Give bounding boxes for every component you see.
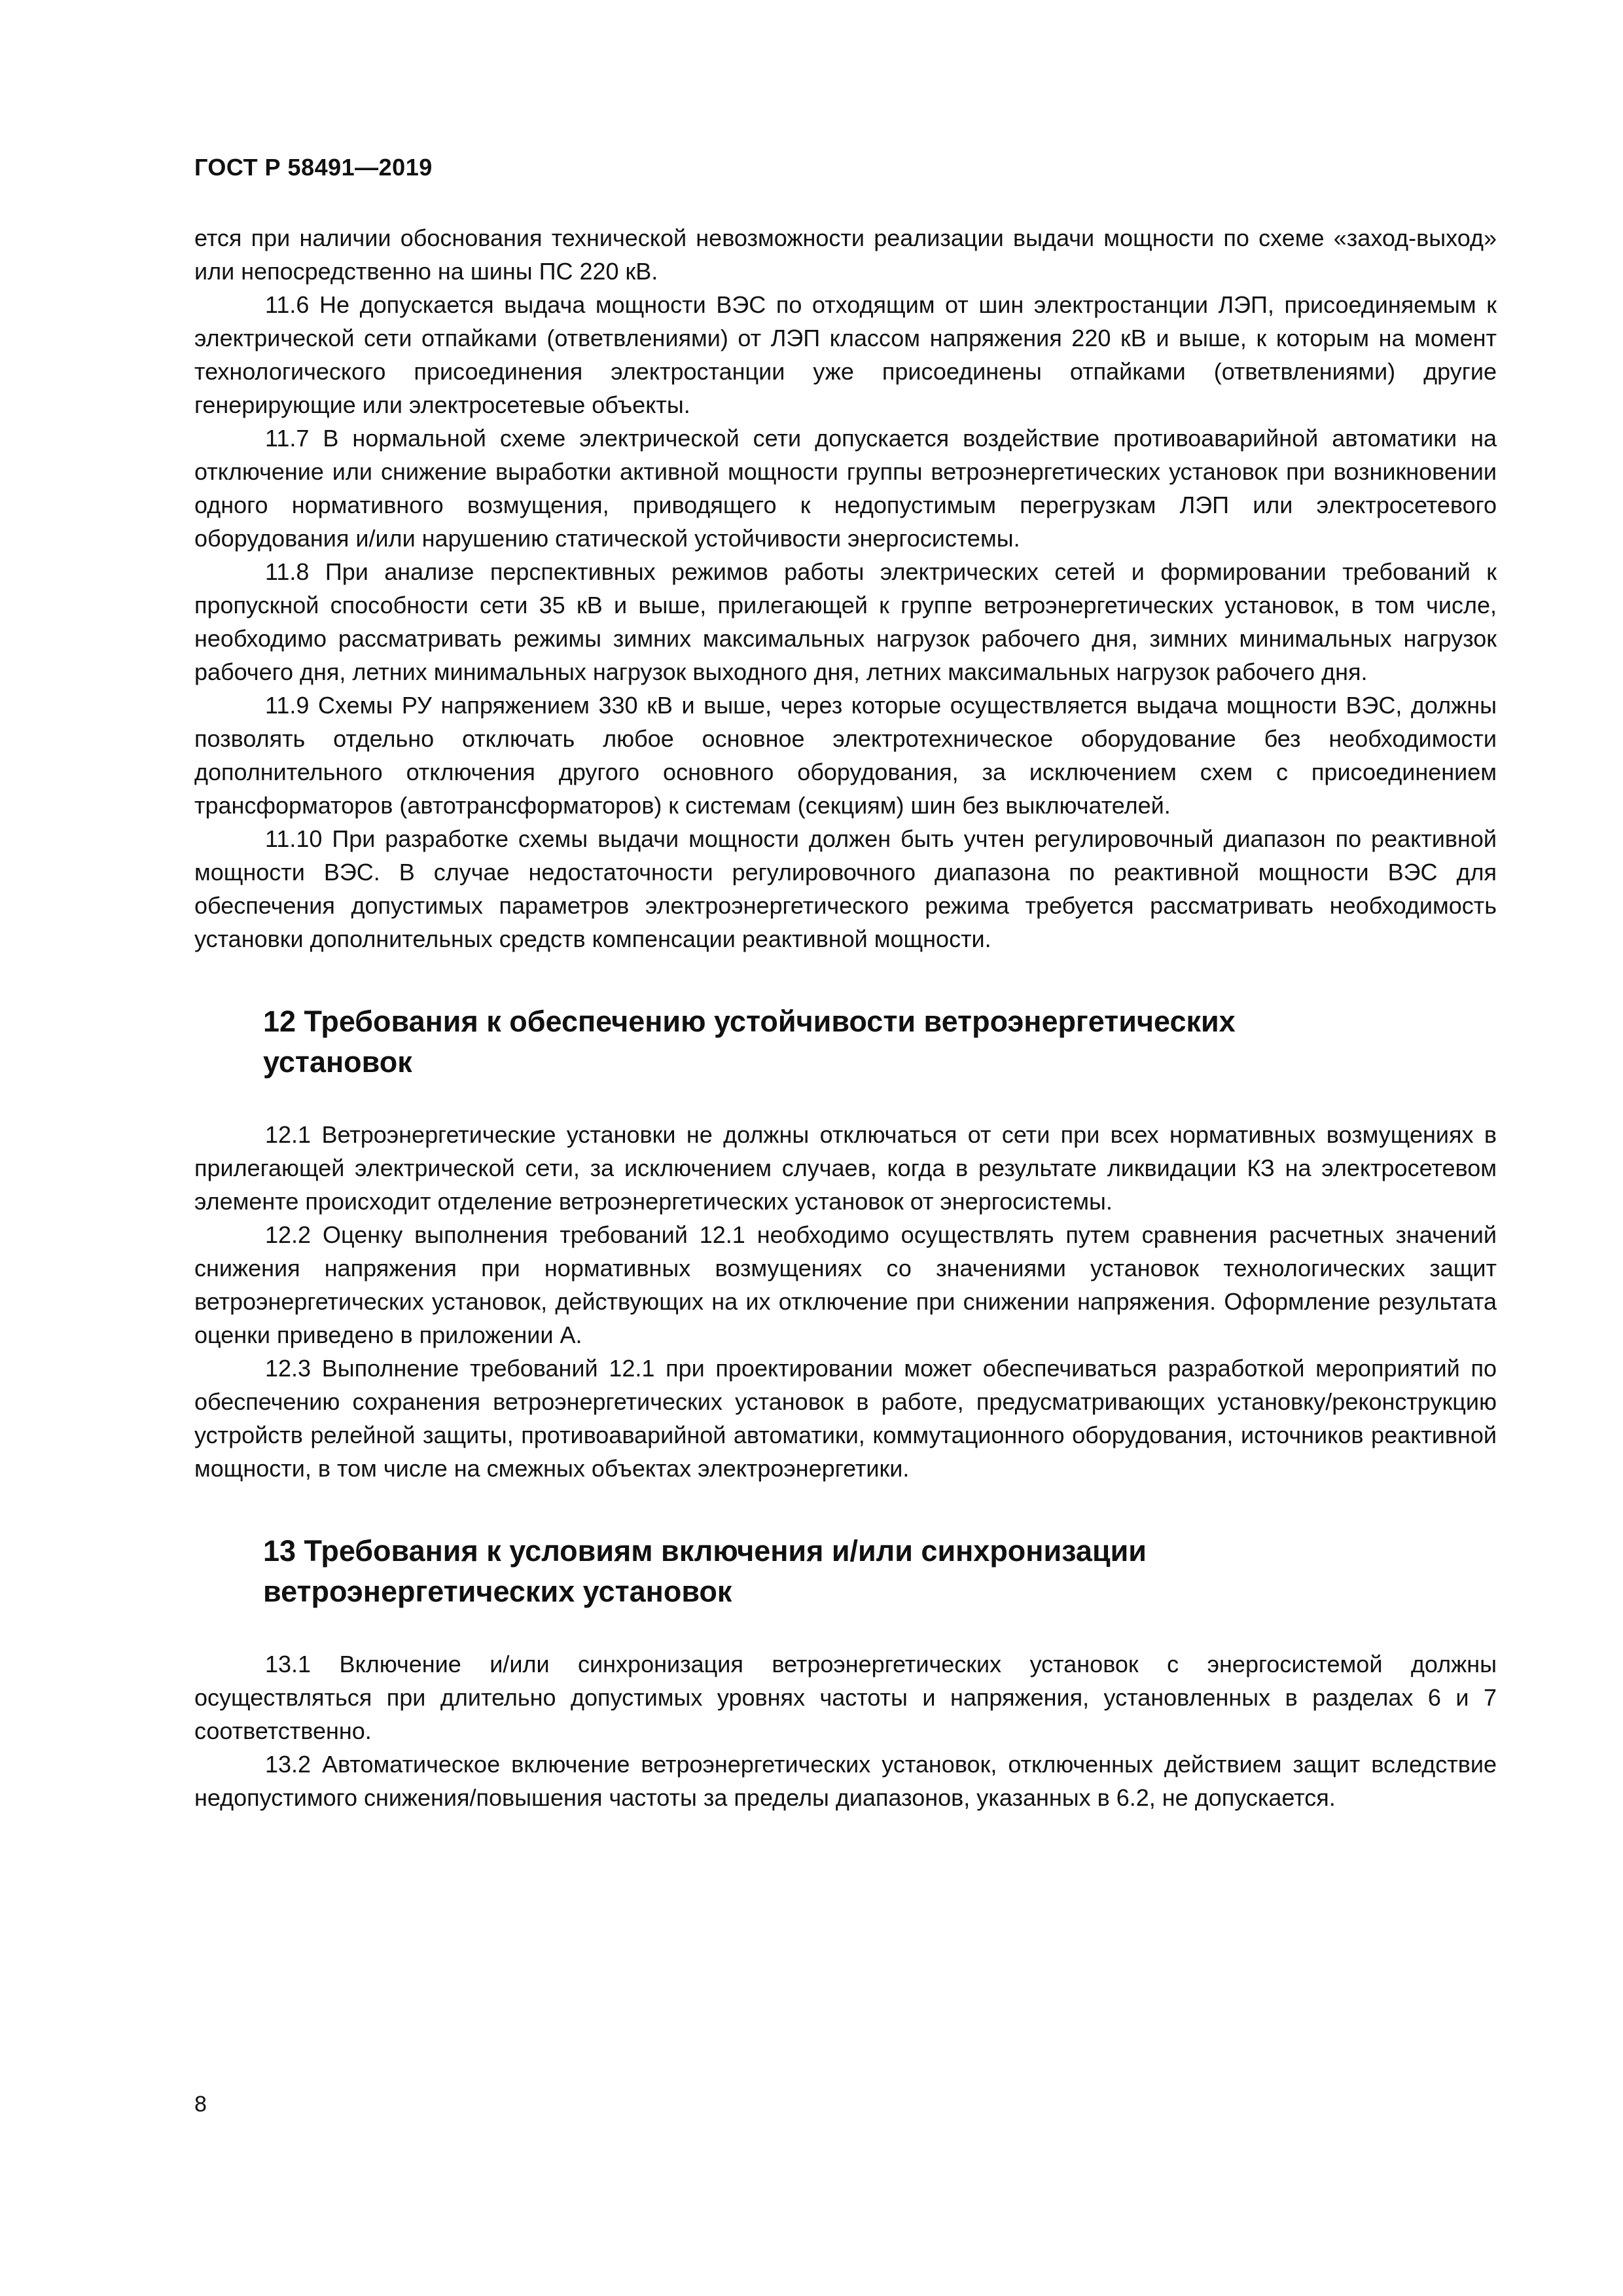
paragraph-11-10: 11.10 При разработке схемы выдачи мощности должен быть учтен регулировочный диапазон по реактивной мощности ВЭС. В случае недостаточности регулировочного диапазона по реактивной мощности ВЭС для обеспечения допустимых параметров электроэнергетического режима требуется рассматривать необходимость установки дополнительных средств компенсации реактивной мощности.: [194, 825, 1497, 952]
paragraph-11-6: 11.6 Не допускается выдача мощности ВЭС по отходящим от шин электростанции ЛЭП, присоединяемым к электрической сети отпайками (ответвлениями) от ЛЭП классом напряжения 220 кВ и выше, к которым на момент технологического присоединения электростанции уже присоединены отпайками (ответвлениями) другие генерирующие или электросетевые объекты.: [194, 291, 1497, 418]
paragraph-12-2: 12.2 Оценку выполнения требований 12.1 необходимо осуществлять путем сравнения расчетных значений снижения напряжения при нормативных возмущениях со значениями установок технологических защит ветроэнергетических установок, действующих на их отключение при снижении напряжения. Оформление результата оценки приведено в приложении А.: [194, 1221, 1497, 1348]
section-12-heading: 12 Требования к обеспечению устойчивости ветроэнергетических установок: [263, 1005, 1236, 1079]
page-number: 8: [194, 2092, 207, 2117]
paragraph-12-1: 12.1 Ветроэнергетические установки не должны отключаться от сети при всех нормативных возмущениях в прилегающей электрической сети, за исключением случаев, когда в результате ликвидации КЗ на электросетевом элементе происходит отделение ветроэнергетических установок от энергосистемы.: [194, 1121, 1497, 1215]
document-body: [194, 221, 1497, 1814]
paragraph-continuation: ется при наличии обоснования технической невозможности реализации выдачи мощности по схеме «заход-выход» или непосредственно на шины ПС 220 кВ.: [194, 224, 1497, 285]
paragraph-11-7: 11.7 В нормальной схеме электрической сети допускается воздействие противоаварийной автоматики на отключение или снижение выработки активной мощности группы ветроэнергетических установок при возникновении одного нормативного возмущения, приводящего к недопустимым перегрузкам ЛЭП или электросетевого оборудования и/или нарушению статической устойчивости энергосистемы.: [194, 425, 1497, 552]
paragraph-13-1: 13.1 Включение и/или синхронизация ветроэнергетических установок с энергосистемой должны осуществляться при длительно допустимых уровнях частоты и напряжения, установленных в разделах 6 и 7 соответственно.: [194, 1651, 1497, 1744]
paragraph-11-8: 11.8 При анализе перспективных режимов работы электрических сетей и формировании требований к пропускной способности сети 35 кВ и выше, прилегающей к группе ветроэнергетических установок, в том числе, необходимо рассматривать режимы зимних максимальных нагрузок рабочего дня, зимних минимальных нагрузок рабочего дня, летних минимальных нагрузок выходного дня, летних максимальных нагрузок рабочего дня.: [194, 558, 1497, 685]
standard-header: ГОСТ Р 58491—2019: [194, 154, 433, 181]
paragraph-11-9: 11.9 Схемы РУ напряжением 330 кВ и выше, через которые осуществляется выдача мощности ВЭС, должны позволять отдельно отключать любое основное электротехническое оборудование без необходимости дополнительного отключения другого основного оборудования, за исключением схем с присоединением трансформаторов (автотрансформаторов) к системам (секциям) шин без выключателей.: [194, 692, 1497, 819]
section-13-heading: 13 Требования к условиям включения и/или синхронизации ветроэнергетических установок: [263, 1534, 1147, 1608]
paragraph-13-2: 13.2 Автоматическое включение ветроэнергетических установок, отключенных действием защит вследствие недопустимого снижения/повышения частоты за пределы диапазонов, указанных в 6.2, не допускается.: [194, 1751, 1497, 1811]
paragraph-12-3: 12.3 Выполнение требований 12.1 при проектировании может обеспечиваться разработкой мероприятий по обеспечению сохранения ветроэнергетических установок в работе, предусматривающих установку/реконструкцию устройств релейной защиты, противоаварийной автоматики, коммутационного оборудования, источников реактивной мощности, в том числе на смежных объектах электроэнергетики.: [194, 1355, 1497, 1482]
